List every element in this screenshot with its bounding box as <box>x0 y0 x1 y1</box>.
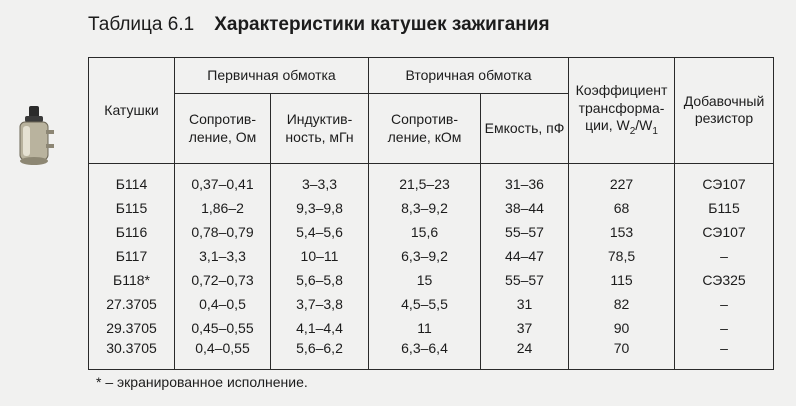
table-cell: 6,3–6,4 <box>369 340 481 369</box>
table-cell: 21,5–23 <box>369 173 481 197</box>
table-cell: 37 <box>481 317 569 341</box>
table-cell: 15,6 <box>369 221 481 245</box>
table-row <box>89 269 774 293</box>
header-coils: Катушки <box>89 58 175 164</box>
header-additional-resistor: Добавочный резистор <box>675 58 774 164</box>
table-cell: 11 <box>369 317 481 341</box>
table-number: Таблица 6.1 <box>88 14 195 35</box>
table-cell: 5,6–6,2 <box>271 340 369 369</box>
table-row <box>89 317 774 341</box>
header-primary-inductance: Индуктив- ность, мГн <box>271 94 369 163</box>
coil-model: Б115 <box>89 197 175 221</box>
coil-model: Б114 <box>89 173 175 197</box>
table-cell: 153 <box>569 221 675 245</box>
coil-model: 29.3705 <box>89 317 175 341</box>
table-cell: – <box>675 340 774 369</box>
table-cell: 6,3–9,2 <box>369 245 481 269</box>
table-cell: 0,78–0,79 <box>175 221 271 245</box>
table-cell: 31–36 <box>481 173 569 197</box>
table-cell: 55–57 <box>481 269 569 293</box>
table-row <box>89 340 774 369</box>
table-cell: 5,6–5,8 <box>271 269 369 293</box>
table-cell: 0,45–0,55 <box>175 317 271 341</box>
header-secondary-resistance: Сопротив- ление, кОм <box>369 94 481 163</box>
table-cell: 9,3–9,8 <box>271 197 369 221</box>
table-cell: 227 <box>569 173 675 197</box>
table-cell: 3,7–3,8 <box>271 293 369 317</box>
header-primary-winding: Первичная обмотка <box>175 58 369 94</box>
table-cell: СЭ107 <box>675 173 774 197</box>
header-transformation-ratio: Коэффициент трансформа- ции, $W_2/W_1$ <box>569 58 675 164</box>
table-cell: СЭ107 <box>675 221 774 245</box>
footnote: * – экранированное исполнение. <box>96 374 308 390</box>
table-cell: 0,4–0,55 <box>175 340 271 369</box>
table-row <box>89 245 774 269</box>
table-cell: – <box>675 293 774 317</box>
table-row <box>89 221 774 245</box>
table-cell: 5,4–5,6 <box>271 221 369 245</box>
coil-model: Б118* <box>89 269 175 293</box>
table-cell: 0,4–0,5 <box>175 293 271 317</box>
table-cell: – <box>675 317 774 341</box>
table-cell: 44–47 <box>481 245 569 269</box>
coil-model: 30.3705 <box>89 340 175 369</box>
table-cell: 3–3,3 <box>271 173 369 197</box>
coil-model: Б117 <box>89 245 175 269</box>
table-row <box>89 197 774 221</box>
table-cell: 90 <box>569 317 675 341</box>
ignition-coil-icon <box>10 104 58 168</box>
table-cell: – <box>675 245 774 269</box>
table-cell: 55–57 <box>481 221 569 245</box>
table-cell: Б115 <box>675 197 774 221</box>
table-cell: 4,1–4,4 <box>271 317 369 341</box>
table-cell: 31 <box>481 293 569 317</box>
table-cell: 24 <box>481 340 569 369</box>
table-cell: 115 <box>569 269 675 293</box>
table-cell: 68 <box>569 197 675 221</box>
table-cell: СЭ325 <box>675 269 774 293</box>
table-cell: 0,37–0,41 <box>175 173 271 197</box>
table-cell: 70 <box>569 340 675 369</box>
header-secondary-winding: Вторичная обмотка <box>369 58 569 94</box>
coil-model: 27.3705 <box>89 293 175 317</box>
header-primary-resistance: Сопротив- ление, Ом <box>175 94 271 163</box>
table-cell: 8,3–9,2 <box>369 197 481 221</box>
header-secondary-capacitance: Емкость, пФ <box>481 94 569 163</box>
table-cell: 0,72–0,73 <box>175 269 271 293</box>
table-name: Характеристики катушек зажигания <box>214 14 550 35</box>
coil-model: Б116 <box>89 221 175 245</box>
table-cell: 10–11 <box>271 245 369 269</box>
table-cell: 3,1–3,3 <box>175 245 271 269</box>
table-cell: 1,86–2 <box>175 197 271 221</box>
table-cell: 15 <box>369 269 481 293</box>
table-cell: 4,5–5,5 <box>369 293 481 317</box>
table-cell: 82 <box>569 293 675 317</box>
table-cell: 38–44 <box>481 197 569 221</box>
coil-characteristics-table <box>88 57 774 370</box>
table-row <box>89 173 774 197</box>
table-cell: 78,5 <box>569 245 675 269</box>
table-row <box>89 293 774 317</box>
page-title <box>88 14 550 36</box>
